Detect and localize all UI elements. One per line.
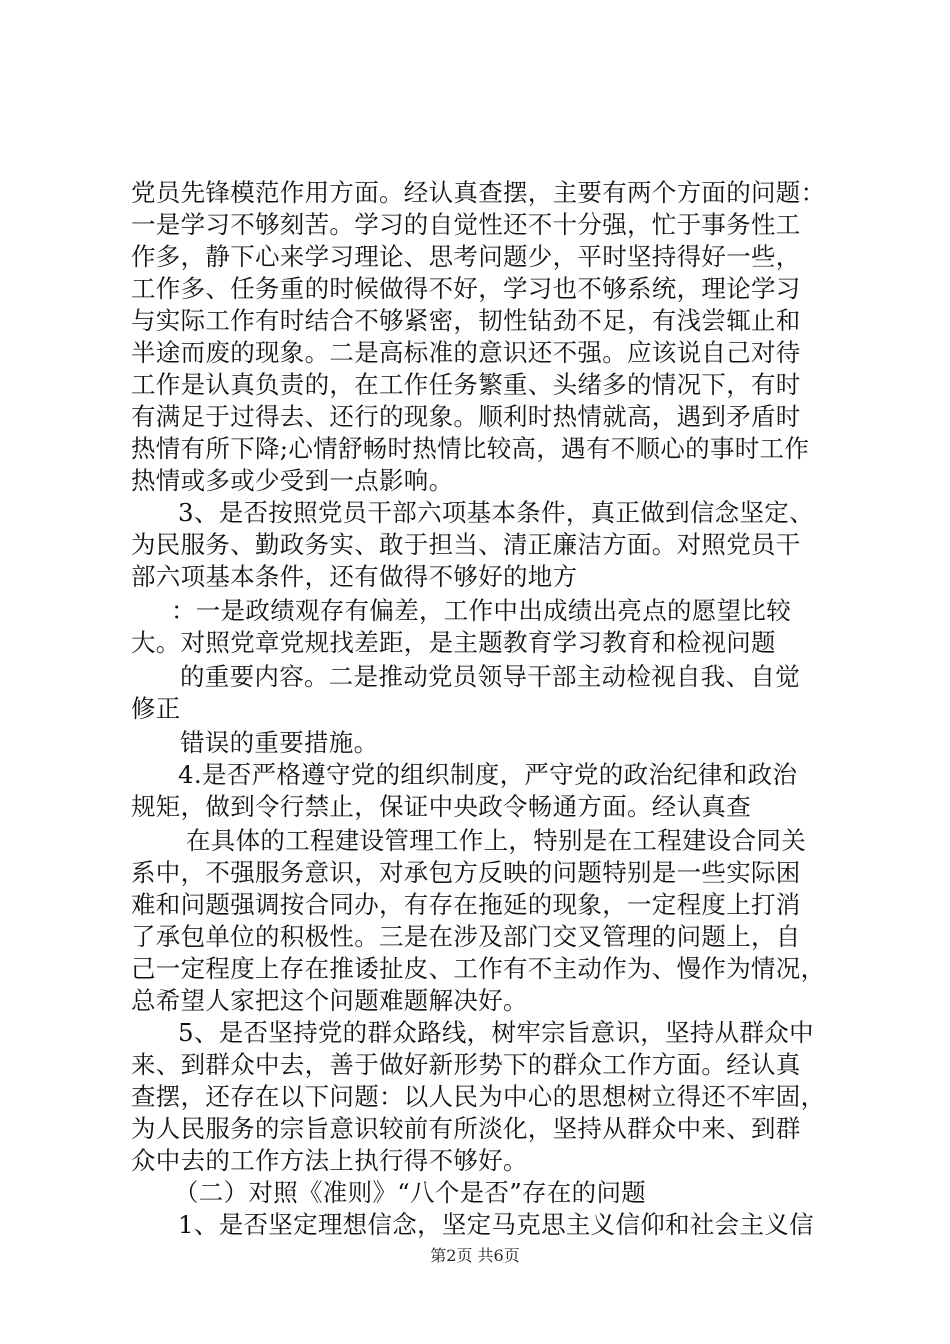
text-line: 作多，静下心来学习理论、思考问题少，平时坚持得好一些， bbox=[131, 242, 801, 271]
text-line: 工作是认真负责的，在工作任务繁重、头绪多的情况下，有时 bbox=[131, 370, 801, 399]
text-line: 己一定程度上存在推诿扯皮、工作有不主动作为、慢作为情况， bbox=[131, 954, 826, 983]
text-line: 修正 bbox=[131, 694, 181, 723]
text-line: ：一是政绩观存有偏差，工作中出成绩出亮点的愿望比较 bbox=[171, 596, 791, 625]
text-line: 4.是否严格遵守党的组织制度，严守党的政治纪律和政治 bbox=[178, 760, 798, 789]
text-line: 热情或多或少受到一点影响。 bbox=[131, 466, 454, 495]
page-number-footer: 第2页 共6页 bbox=[430, 1246, 520, 1265]
text-line: 5、是否坚持党的群众路线，树牢宗旨意识，坚持从群众中 bbox=[178, 1018, 814, 1047]
text-line: 来、到群众中去，善于做好新形势下的群众工作方面。经认真 bbox=[131, 1050, 801, 1079]
text-line: 部六项基本条件，还有做得不够好的地方 bbox=[131, 562, 578, 591]
text-line: 的重要内容。二是推动党员领导干部主动检视自我、自觉 bbox=[180, 662, 800, 691]
section-heading: （二）对照《准则》“八个是否”存在的问题 bbox=[174, 1178, 647, 1207]
text-line: 在具体的工程建设管理工作上，特别是在工程建设合同关 bbox=[186, 826, 806, 855]
text-line: 规矩，做到令行禁止，保证中央政令畅通方面。经认真查 bbox=[131, 792, 751, 821]
text-line: 为民服务、勤政务实、敢于担当、清正廉洁方面。对照党员干 bbox=[131, 530, 801, 559]
text-line: 难和问题强调按合同办，有存在拖延的现象，一定程度上打消 bbox=[131, 890, 801, 919]
text-line: 错误的重要措施。 bbox=[180, 728, 379, 757]
text-line: 党员先锋模范作用方面。经认真查摆，主要有两个方面的问题： bbox=[131, 178, 826, 207]
text-line: 众中去的工作方法上执行得不够好。 bbox=[131, 1146, 528, 1175]
text-line: 系中，不强服务意识，对承包方反映的问题特别是一些实际困 bbox=[131, 858, 801, 887]
text-line: 有满足于过得去、还行的现象。顺利时热情就高，遇到矛盾时 bbox=[131, 402, 801, 431]
text-line: 工作多、任务重的时候做得不好，学习也不够系统，理论学习 bbox=[131, 274, 801, 303]
text-line: 总希望人家把这个问题难题解决好。 bbox=[131, 986, 528, 1015]
text-line: 1、是否坚定理想信念，坚定马克思主义信仰和社会主义信 bbox=[178, 1210, 814, 1239]
text-line: 为人民服务的宗旨意识较前有所淡化，坚持从群众中来、到群 bbox=[131, 1114, 801, 1143]
text-line: 热情有所下降;心情舒畅时热情比较高，遇有不顺心的事时工作 bbox=[131, 434, 810, 463]
text-line: 了承包单位的积极性。三是在涉及部门交叉管理的问题上，自 bbox=[131, 922, 801, 951]
text-line: 半途而废的现象。二是高标准的意识还不强。应该说自己对待 bbox=[131, 338, 801, 367]
text-line: 查摆，还存在以下问题：以人民为中心的思想树立得还不牢固， bbox=[131, 1082, 826, 1111]
text-line: 一是学习不够刻苦。学习的自觉性还不十分强，忙于事务性工 bbox=[131, 210, 801, 239]
text-line: 大。对照党章党规找差距，是主题教育学习教育和检视问题 bbox=[131, 628, 776, 657]
text-line: 3、是否按照党员干部六项基本条件，真正做到信念坚定、 bbox=[178, 498, 814, 527]
text-line: 与实际工作有时结合不够紧密，韧性钻劲不足，有浅尝辄止和 bbox=[131, 306, 801, 335]
